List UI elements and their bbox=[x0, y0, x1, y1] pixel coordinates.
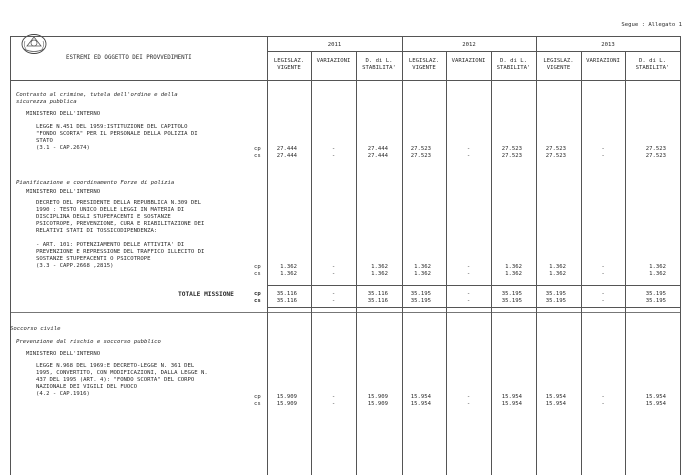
variation-cell: - bbox=[601, 153, 605, 159]
law-text: PSICOTROPE, PREVENZIONE, CURA E RIABILITAZIONE DEI bbox=[36, 221, 205, 227]
amount-cell: 1.362 bbox=[549, 264, 566, 270]
law-text: (3.1 - CAP.2674) bbox=[36, 145, 90, 151]
code-cs: cs bbox=[254, 298, 261, 304]
amount-cell: 1.362 bbox=[280, 264, 297, 270]
code-cp: cp bbox=[254, 146, 261, 152]
variation-cell: - bbox=[331, 153, 336, 159]
program-title: Prevenzione dal rischio e soccorso pubblico bbox=[16, 339, 161, 345]
subcol-variazioni: VARIAZIONI bbox=[316, 58, 351, 64]
variation-cell: - bbox=[466, 153, 471, 159]
year-2013: 2013 bbox=[601, 42, 615, 48]
amount-cell: 1.362 bbox=[371, 264, 388, 270]
amount-cell: 27.444 bbox=[367, 153, 388, 159]
year-2011: 2011 bbox=[327, 42, 342, 48]
variation-cell: - bbox=[331, 264, 336, 270]
amount-cell: 27.523 bbox=[501, 153, 522, 159]
amount-cell: 15.954 bbox=[645, 394, 666, 400]
mission-title: sicurezza pubblica bbox=[16, 99, 77, 105]
subcol-ddl: D. di L. bbox=[365, 58, 393, 64]
ministry-label: MINISTERO DELL'INTERNO bbox=[26, 351, 101, 357]
amount-cell: 27.523 bbox=[501, 146, 522, 152]
variation-cell: - bbox=[601, 394, 605, 400]
total-mission-label: TOTALE MISSIONE bbox=[178, 291, 234, 298]
subcol-ddl: D. di L. bbox=[639, 58, 666, 64]
mission-title: Soccorso civile bbox=[10, 326, 61, 332]
amount-cell: 35.195 bbox=[645, 298, 666, 304]
law-text: RELATIVI STATI DI TOSSICODIPENDENZA: bbox=[36, 228, 158, 234]
subcol-ddl: D. di L. bbox=[500, 58, 527, 64]
subcol-legislaz: LEGISLAZ. bbox=[408, 58, 440, 64]
law-text: STATO bbox=[36, 138, 53, 144]
amount-cell: 27.523 bbox=[410, 153, 431, 159]
amount-cell: 35.195 bbox=[410, 298, 431, 304]
code-cs: cs bbox=[254, 153, 261, 159]
variation-cell: - bbox=[466, 271, 471, 277]
variation-cell: - bbox=[466, 394, 471, 400]
variation-cell: - bbox=[466, 291, 471, 297]
amount-cell: 27.444 bbox=[276, 146, 297, 152]
amount-cell: 35.195 bbox=[645, 291, 666, 297]
amount-cell: 35.195 bbox=[501, 298, 522, 304]
law-text: NAZIONALE DEI VIGILI DEL FUOCO bbox=[36, 384, 138, 390]
variation-cell: - bbox=[601, 298, 605, 304]
amount-cell: 1.362 bbox=[414, 271, 431, 277]
code-cp: cp bbox=[254, 394, 261, 400]
amount-cell: 35.195 bbox=[545, 298, 566, 304]
amount-cell: 15.954 bbox=[501, 401, 522, 407]
amount-cell: 35.195 bbox=[545, 291, 566, 297]
ministry-label: MINISTERO DELL'INTERNO bbox=[26, 111, 101, 117]
variation-cell: - bbox=[331, 291, 336, 297]
amount-cell: 35.195 bbox=[501, 291, 522, 297]
subcol-vigente: VIGENTE bbox=[277, 65, 301, 71]
amount-cell: 27.523 bbox=[645, 153, 666, 159]
variation-cell: - bbox=[331, 401, 336, 407]
amount-cell: 35.116 bbox=[276, 298, 297, 304]
article-text: - ART. 101: POTENZIAMENTO DELLE ATTIVITA' DI bbox=[36, 242, 185, 248]
amount-cell: 35.116 bbox=[367, 291, 388, 297]
amount-cell: 27.444 bbox=[367, 146, 388, 152]
variation-cell: - bbox=[601, 146, 605, 152]
law-text: 1995, CONVERTITO, CON MODIFICAZIONI, DALLA LEGGE N. bbox=[36, 370, 208, 376]
amount-cell: 1.362 bbox=[280, 271, 297, 277]
amount-cell: 15.909 bbox=[276, 394, 297, 400]
amount-cell: 27.523 bbox=[410, 146, 431, 152]
article-text: (3.3 - CAPP.2668 ,2815) bbox=[36, 263, 114, 269]
amount-cell: 1.362 bbox=[649, 271, 666, 277]
header-note: Segue : Allegato 1 bbox=[621, 22, 682, 28]
amount-cell: 15.954 bbox=[410, 401, 431, 407]
amount-cell: 15.909 bbox=[367, 394, 388, 400]
variation-cell: - bbox=[466, 298, 471, 304]
amount-cell: 35.195 bbox=[410, 291, 431, 297]
subcol-stabilita: STABILITA' bbox=[362, 65, 396, 71]
variation-cell: - bbox=[331, 394, 336, 400]
article-text: PREVENZIONE E REPRESSIONE DEL TRAFFICO ILLECITO DI bbox=[36, 249, 205, 255]
variation-cell: - bbox=[466, 146, 471, 152]
amount-cell: 1.362 bbox=[371, 271, 388, 277]
mission-title: Contrasto al crimine, tutela dell'ordine e della bbox=[16, 92, 178, 98]
amount-cell: 15.954 bbox=[545, 401, 566, 407]
subcol-legislaz: LEGISLAZ. bbox=[273, 58, 305, 64]
code-cp: cp bbox=[254, 291, 261, 297]
amount-cell: 1.362 bbox=[505, 271, 522, 277]
subcol-legislaz: LEGISLAZ. bbox=[543, 58, 574, 64]
amount-cell: 15.954 bbox=[645, 401, 666, 407]
amount-cell: 1.362 bbox=[549, 271, 566, 277]
amount-cell: 15.954 bbox=[410, 394, 431, 400]
amount-cell: 27.523 bbox=[645, 146, 666, 152]
law-text: "FONDO SCORTA" PER IL PERSONALE DELLA POLIZIA DI bbox=[36, 131, 198, 137]
ministry-label: MINISTERO DELL'INTERNO bbox=[26, 189, 101, 195]
amount-cell: 15.954 bbox=[545, 394, 566, 400]
law-text: DECRETO DEL PRESIDENTE DELLA REPUBBLICA N.309 DEL bbox=[36, 200, 202, 206]
variation-cell: - bbox=[601, 401, 605, 407]
subcol-stabilita: STABILITA' bbox=[635, 65, 670, 71]
variation-cell: - bbox=[331, 298, 336, 304]
amount-cell: 15.954 bbox=[501, 394, 522, 400]
amount-cell: 27.523 bbox=[545, 153, 566, 159]
variation-cell: - bbox=[601, 264, 605, 270]
law-text: DISCIPLINA DEGLI STUPEFACENTI E SOSTANZE bbox=[36, 214, 171, 220]
subcol-vigente: VIGENTE bbox=[412, 65, 436, 71]
variation-cell: - bbox=[601, 271, 605, 277]
article-text: SOSTANZE STUPEFACENTI O PSICOTROPE bbox=[36, 256, 151, 262]
subcol-vigente: VIGENTE bbox=[546, 65, 571, 71]
code-cs: cs bbox=[254, 271, 261, 277]
amount-cell: 1.362 bbox=[505, 264, 522, 270]
program-title: Pianificazione e coordinamento Forze di polizia bbox=[16, 180, 175, 186]
law-text: LEGGE N.968 DEL 1969:E DECRETO-LEGGE N. 361 DEL bbox=[36, 363, 195, 369]
subcol-stabilita: STABILITA' bbox=[496, 65, 531, 71]
variation-cell: - bbox=[331, 146, 336, 152]
variation-cell: - bbox=[466, 401, 471, 407]
subcol-variazioni: VARIAZIONI bbox=[586, 58, 620, 64]
amount-cell: 15.909 bbox=[276, 401, 297, 407]
amount-cell: 1.362 bbox=[649, 264, 666, 270]
law-text: LEGGE N.451 DEL 1959:ISTITUZIONE DEL CAPITOLO bbox=[36, 124, 188, 130]
amount-cell: 35.116 bbox=[276, 291, 297, 297]
law-text: 437 DEL 1995 (ART. 4): "FONDO SCORTA" DEL CORPO bbox=[36, 377, 195, 383]
variation-cell: - bbox=[466, 264, 471, 270]
subcol-variazioni: VARIAZIONI bbox=[451, 58, 486, 64]
variation-cell: - bbox=[601, 291, 605, 297]
law-text: (4.2 - CAP.1916) bbox=[36, 391, 90, 397]
law-text: 1990 : TESTO UNICO DELLE LEGGI IN MATERIA DI bbox=[36, 207, 185, 213]
code-cs: cs bbox=[254, 401, 261, 407]
amount-cell: 27.444 bbox=[276, 153, 297, 159]
code-cp: cp bbox=[254, 264, 261, 270]
amount-cell: 35.116 bbox=[367, 298, 388, 304]
amount-cell: 27.523 bbox=[545, 146, 566, 152]
amount-cell: 1.362 bbox=[414, 264, 431, 270]
amount-cell: 15.909 bbox=[367, 401, 388, 407]
year-2012: 2012 bbox=[462, 42, 476, 48]
column-title: ESTREMI ED OGGETTO DEI PROVVEDIMENTI bbox=[66, 55, 192, 61]
variation-cell: - bbox=[331, 271, 336, 277]
